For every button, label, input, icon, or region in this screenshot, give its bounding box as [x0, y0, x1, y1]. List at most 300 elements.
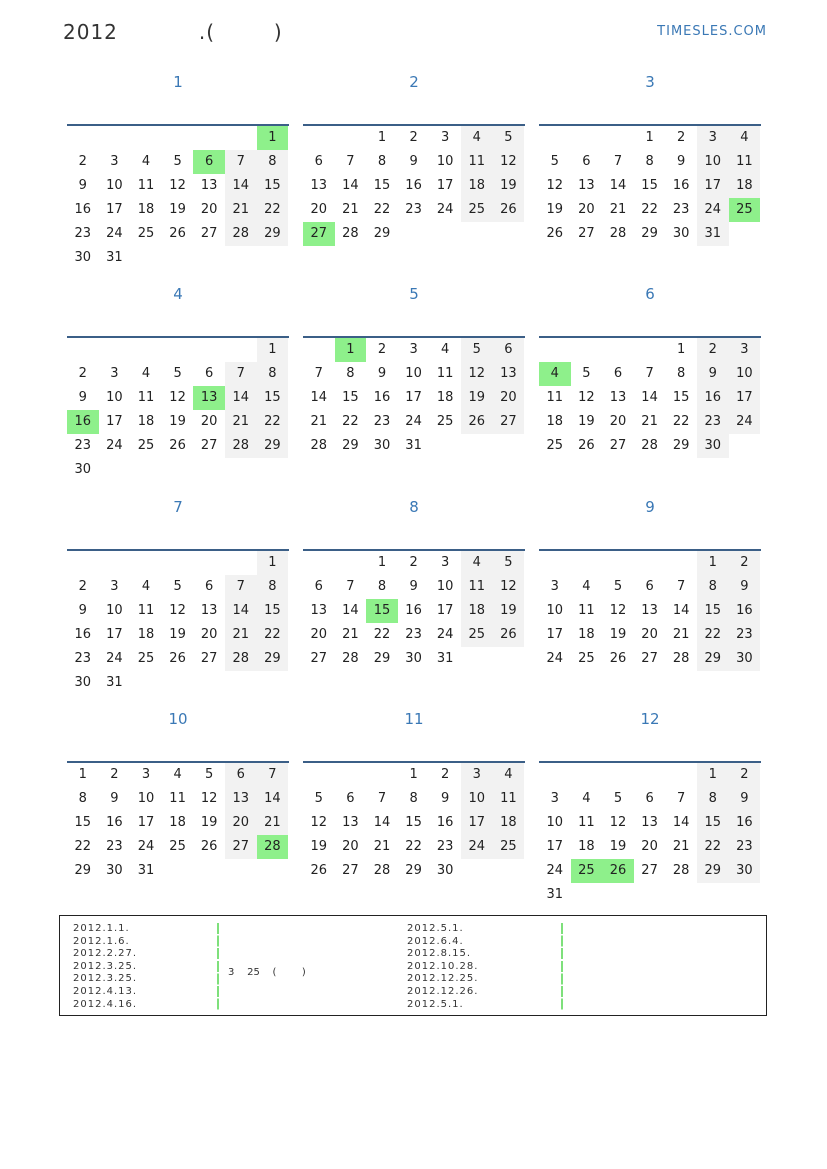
day-cell[interactable]: 15: [257, 386, 289, 410]
day-cell[interactable]: 5: [173, 366, 182, 381]
day-cell[interactable]: 13: [578, 178, 595, 193]
day-cell[interactable]: 18: [578, 627, 595, 642]
day-cell[interactable]: 12: [609, 603, 627, 618]
day-cell[interactable]: 26: [602, 859, 634, 883]
day-cell[interactable]: 8: [346, 366, 355, 381]
day-cell[interactable]: 29: [672, 438, 690, 453]
day-cell[interactable]: 2: [377, 342, 387, 357]
day-cell[interactable]: 9: [110, 791, 119, 806]
day-cell[interactable]: 15: [373, 178, 391, 193]
day-cell[interactable]: 11: [137, 178, 155, 193]
day-cell[interactable]: 6: [225, 763, 257, 787]
day-cell[interactable]: 30: [436, 863, 454, 878]
day-cell[interactable]: 4: [582, 791, 591, 806]
day-cell[interactable]: 27: [200, 438, 218, 453]
day-cell[interactable]: 22: [697, 835, 729, 859]
day-cell[interactable]: 11: [578, 603, 595, 618]
day-cell[interactable]: 31: [546, 887, 564, 902]
day-cell[interactable]: 2: [677, 130, 686, 145]
day-cell[interactable]: 3: [110, 366, 119, 381]
day-cell[interactable]: 24: [546, 651, 564, 666]
day-cell[interactable]: 25: [493, 835, 525, 859]
day-cell[interactable]: 1: [377, 130, 387, 145]
day-cell[interactable]: 19: [578, 414, 595, 429]
day-cell[interactable]: 3: [110, 579, 119, 594]
day-cell[interactable]: 5: [205, 767, 214, 782]
day-cell[interactable]: 17: [106, 414, 123, 429]
day-cell[interactable]: 2: [697, 338, 729, 362]
day-cell[interactable]: 21: [641, 414, 658, 429]
day-cell[interactable]: 26: [169, 226, 186, 241]
day-cell[interactable]: 8: [377, 579, 387, 594]
day-cell[interactable]: 14: [672, 815, 690, 830]
day-cell[interactable]: 6: [193, 150, 225, 174]
day-cell[interactable]: 21: [310, 414, 328, 429]
day-cell[interactable]: 2: [441, 767, 450, 782]
day-cell[interactable]: 2: [78, 579, 87, 594]
day-cell[interactable]: 1: [78, 767, 87, 782]
day-cell[interactable]: 26: [493, 623, 525, 647]
day-cell[interactable]: 28: [225, 222, 257, 246]
day-cell[interactable]: 10: [461, 787, 493, 811]
day-cell[interactable]: 8: [78, 791, 87, 806]
day-cell[interactable]: 1: [335, 338, 367, 362]
day-cell[interactable]: 12: [609, 815, 627, 830]
day-cell[interactable]: 7: [225, 575, 257, 599]
day-cell[interactable]: 9: [441, 791, 450, 806]
day-cell[interactable]: 11: [137, 603, 155, 618]
day-cell[interactable]: 16: [697, 386, 729, 410]
day-cell[interactable]: 16: [436, 815, 454, 830]
day-cell[interactable]: 10: [106, 178, 123, 193]
day-cell[interactable]: 17: [729, 386, 761, 410]
day-cell[interactable]: 5: [582, 366, 591, 381]
day-cell[interactable]: 22: [257, 410, 289, 434]
day-cell[interactable]: 22: [373, 202, 391, 217]
day-cell[interactable]: 24: [106, 438, 123, 453]
day-cell[interactable]: 6: [314, 154, 323, 169]
day-cell[interactable]: 13: [310, 178, 328, 193]
day-cell[interactable]: 28: [257, 835, 289, 859]
day-cell[interactable]: 4: [141, 154, 151, 169]
day-cell[interactable]: 7: [225, 150, 257, 174]
day-cell[interactable]: 22: [257, 623, 289, 647]
day-cell[interactable]: 15: [257, 599, 289, 623]
day-cell[interactable]: 3: [441, 555, 450, 570]
day-cell[interactable]: 6: [205, 366, 214, 381]
day-cell[interactable]: 21: [225, 623, 257, 647]
day-cell[interactable]: 4: [582, 579, 591, 594]
day-cell[interactable]: 3: [409, 342, 418, 357]
day-cell[interactable]: 25: [137, 438, 155, 453]
day-cell[interactable]: 23: [405, 627, 422, 642]
day-cell[interactable]: 5: [314, 791, 323, 806]
day-cell[interactable]: 26: [200, 839, 218, 854]
day-cell[interactable]: 19: [609, 627, 627, 642]
day-cell[interactable]: 11: [546, 390, 564, 405]
day-cell[interactable]: 27: [493, 410, 525, 434]
day-cell[interactable]: 28: [225, 647, 257, 671]
day-cell[interactable]: 11: [169, 791, 186, 806]
day-cell[interactable]: 9: [729, 787, 761, 811]
day-cell[interactable]: 29: [697, 859, 729, 883]
day-cell[interactable]: 17: [137, 815, 155, 830]
day-cell[interactable]: 26: [169, 651, 186, 666]
day-cell[interactable]: 19: [169, 414, 186, 429]
day-cell[interactable]: 23: [373, 414, 391, 429]
day-cell[interactable]: 7: [377, 791, 387, 806]
day-cell[interactable]: 8: [697, 787, 729, 811]
day-cell[interactable]: 21: [342, 627, 359, 642]
day-cell[interactable]: 6: [493, 338, 525, 362]
day-cell[interactable]: 16: [106, 815, 123, 830]
day-cell[interactable]: 8: [257, 362, 289, 386]
day-cell[interactable]: 10: [546, 815, 564, 830]
day-cell[interactable]: 29: [74, 863, 92, 878]
day-cell[interactable]: 10: [106, 603, 123, 618]
day-cell[interactable]: 6: [613, 366, 623, 381]
day-cell[interactable]: 20: [578, 202, 595, 217]
day-cell[interactable]: 7: [677, 791, 686, 806]
day-cell[interactable]: 21: [342, 202, 359, 217]
day-cell[interactable]: 13: [200, 603, 218, 618]
day-cell[interactable]: 13: [342, 815, 359, 830]
day-cell[interactable]: 21: [672, 627, 690, 642]
day-cell[interactable]: 8: [377, 154, 387, 169]
day-cell[interactable]: 14: [672, 603, 690, 618]
day-cell[interactable]: 5: [550, 154, 559, 169]
day-cell[interactable]: 8: [409, 791, 418, 806]
day-cell[interactable]: 13: [641, 815, 658, 830]
day-cell[interactable]: 18: [436, 390, 454, 405]
day-cell[interactable]: 21: [672, 839, 690, 854]
day-cell[interactable]: 23: [74, 438, 92, 453]
day-cell[interactable]: 24: [405, 414, 422, 429]
day-cell[interactable]: 14: [225, 386, 257, 410]
day-cell[interactable]: 7: [677, 579, 686, 594]
day-cell[interactable]: 9: [409, 154, 418, 169]
day-cell[interactable]: 15: [697, 599, 729, 623]
day-cell[interactable]: 28: [672, 863, 690, 878]
site-logo[interactable]: TIMESLES.COM: [657, 24, 767, 39]
day-cell[interactable]: 23: [729, 835, 761, 859]
day-cell[interactable]: 15: [366, 599, 398, 623]
day-cell[interactable]: 20: [493, 386, 525, 410]
day-cell[interactable]: 28: [641, 438, 658, 453]
day-cell[interactable]: 29: [373, 226, 391, 241]
day-cell[interactable]: 11: [493, 787, 525, 811]
day-cell[interactable]: 22: [672, 414, 690, 429]
day-cell[interactable]: 22: [257, 198, 289, 222]
day-cell[interactable]: 24: [137, 839, 155, 854]
day-cell[interactable]: 18: [137, 414, 155, 429]
day-cell[interactable]: 25: [578, 651, 595, 666]
day-cell[interactable]: 20: [641, 839, 658, 854]
day-cell[interactable]: 7: [314, 366, 323, 381]
day-cell[interactable]: 23: [106, 839, 123, 854]
day-cell[interactable]: 26: [493, 198, 525, 222]
day-cell[interactable]: 1: [257, 338, 289, 362]
day-cell[interactable]: 20: [609, 414, 627, 429]
day-cell[interactable]: 19: [200, 815, 218, 830]
day-cell[interactable]: 27: [641, 863, 658, 878]
day-cell[interactable]: 16: [405, 178, 422, 193]
day-cell[interactable]: 7: [346, 579, 355, 594]
day-cell[interactable]: 10: [729, 362, 761, 386]
day-cell[interactable]: 29: [641, 226, 658, 241]
day-cell[interactable]: 13: [493, 362, 525, 386]
day-cell[interactable]: 12: [578, 390, 595, 405]
day-cell[interactable]: 4: [493, 763, 525, 787]
day-cell[interactable]: 9: [677, 154, 686, 169]
day-cell[interactable]: 27: [200, 651, 218, 666]
day-cell[interactable]: 18: [137, 202, 155, 217]
day-cell[interactable]: 25: [571, 859, 603, 883]
day-cell[interactable]: 20: [200, 414, 218, 429]
day-cell[interactable]: 15: [74, 815, 92, 830]
day-cell[interactable]: 22: [697, 623, 729, 647]
day-cell[interactable]: 18: [578, 839, 595, 854]
day-cell[interactable]: 6: [645, 579, 654, 594]
day-cell[interactable]: 28: [310, 438, 328, 453]
day-cell[interactable]: 18: [546, 414, 564, 429]
day-cell[interactable]: 6: [314, 579, 323, 594]
day-cell[interactable]: 16: [74, 627, 92, 642]
day-cell[interactable]: 25: [546, 438, 564, 453]
day-cell[interactable]: 13: [310, 603, 328, 618]
day-cell[interactable]: 31: [106, 250, 123, 265]
day-cell[interactable]: 4: [141, 579, 151, 594]
day-cell[interactable]: 1: [257, 551, 289, 575]
day-cell[interactable]: 17: [546, 839, 564, 854]
day-cell[interactable]: 11: [137, 390, 155, 405]
day-cell[interactable]: 3: [550, 579, 559, 594]
day-cell[interactable]: 20: [225, 811, 257, 835]
day-cell[interactable]: 10: [106, 390, 123, 405]
day-cell[interactable]: 2: [78, 154, 87, 169]
day-cell[interactable]: 14: [225, 599, 257, 623]
day-cell[interactable]: 3: [441, 130, 450, 145]
day-cell[interactable]: 7: [257, 763, 289, 787]
day-cell[interactable]: 14: [310, 390, 328, 405]
day-cell[interactable]: 28: [342, 226, 359, 241]
day-cell[interactable]: 15: [257, 174, 289, 198]
day-cell[interactable]: 12: [493, 575, 525, 599]
day-cell[interactable]: 30: [74, 462, 92, 477]
day-cell[interactable]: 10: [546, 603, 564, 618]
day-cell[interactable]: 5: [493, 551, 525, 575]
day-cell[interactable]: 16: [67, 410, 99, 434]
day-cell[interactable]: 12: [546, 178, 564, 193]
day-cell[interactable]: 24: [546, 863, 564, 878]
day-cell[interactable]: 6: [645, 791, 654, 806]
day-cell[interactable]: 6: [205, 579, 214, 594]
day-cell[interactable]: 5: [173, 579, 182, 594]
day-cell[interactable]: 9: [377, 366, 387, 381]
day-cell[interactable]: 14: [225, 174, 257, 198]
day-cell[interactable]: 23: [74, 226, 92, 241]
day-cell[interactable]: 22: [74, 839, 92, 854]
day-cell[interactable]: 9: [729, 575, 761, 599]
day-cell[interactable]: 27: [310, 651, 328, 666]
day-cell[interactable]: 10: [405, 366, 422, 381]
day-cell[interactable]: 12: [169, 390, 186, 405]
day-cell[interactable]: 25: [137, 226, 155, 241]
day-cell[interactable]: 3: [110, 154, 119, 169]
day-cell[interactable]: 13: [193, 386, 225, 410]
day-cell[interactable]: 4: [441, 342, 450, 357]
day-cell[interactable]: 16: [373, 390, 391, 405]
day-cell[interactable]: 17: [106, 202, 123, 217]
day-cell[interactable]: 4: [461, 551, 493, 575]
day-cell[interactable]: 19: [461, 386, 493, 410]
day-cell[interactable]: 6: [346, 791, 355, 806]
day-cell[interactable]: 18: [461, 599, 493, 623]
day-cell[interactable]: 14: [641, 390, 658, 405]
day-cell[interactable]: 15: [405, 815, 422, 830]
day-cell[interactable]: 17: [546, 627, 564, 642]
day-cell[interactable]: 29: [257, 647, 289, 671]
day-cell[interactable]: 28: [609, 226, 627, 241]
day-cell[interactable]: 27: [303, 222, 335, 246]
day-cell[interactable]: 19: [169, 202, 186, 217]
day-cell[interactable]: 17: [461, 811, 493, 835]
day-cell[interactable]: 28: [672, 651, 690, 666]
day-cell[interactable]: 5: [173, 154, 182, 169]
day-cell[interactable]: 27: [578, 226, 595, 241]
day-cell[interactable]: 20: [200, 627, 218, 642]
day-cell[interactable]: 9: [78, 178, 87, 193]
day-cell[interactable]: 5: [613, 791, 623, 806]
day-cell[interactable]: 13: [641, 603, 658, 618]
day-cell[interactable]: 7: [613, 154, 623, 169]
day-cell[interactable]: 22: [373, 627, 391, 642]
day-cell[interactable]: 12: [169, 603, 186, 618]
day-cell[interactable]: 31: [137, 863, 155, 878]
day-cell[interactable]: 20: [310, 202, 328, 217]
day-cell[interactable]: 17: [697, 174, 729, 198]
day-cell[interactable]: 25: [137, 651, 155, 666]
day-cell[interactable]: 3: [461, 763, 493, 787]
day-cell[interactable]: 29: [257, 434, 289, 458]
day-cell[interactable]: 12: [461, 362, 493, 386]
day-cell[interactable]: 22: [405, 839, 422, 854]
day-cell[interactable]: 24: [461, 835, 493, 859]
day-cell[interactable]: 24: [106, 226, 123, 241]
day-cell[interactable]: 29: [342, 438, 359, 453]
day-cell[interactable]: 18: [169, 815, 186, 830]
day-cell[interactable]: 19: [310, 839, 328, 854]
day-cell[interactable]: 4: [539, 362, 571, 386]
day-cell[interactable]: 30: [672, 226, 690, 241]
day-cell[interactable]: 31: [436, 651, 454, 666]
day-cell[interactable]: 28: [373, 863, 391, 878]
day-cell[interactable]: 15: [641, 178, 658, 193]
day-cell[interactable]: 11: [436, 366, 454, 381]
day-cell[interactable]: 3: [729, 338, 761, 362]
day-cell[interactable]: 18: [137, 627, 155, 642]
day-cell[interactable]: 30: [729, 647, 761, 671]
day-cell[interactable]: 14: [342, 603, 359, 618]
day-cell[interactable]: 26: [461, 410, 493, 434]
day-cell[interactable]: 3: [697, 126, 729, 150]
day-cell[interactable]: 6: [582, 154, 591, 169]
day-cell[interactable]: 1: [377, 555, 387, 570]
day-cell[interactable]: 30: [729, 859, 761, 883]
day-cell[interactable]: 17: [436, 178, 454, 193]
day-cell[interactable]: 18: [461, 174, 493, 198]
day-cell[interactable]: 28: [225, 434, 257, 458]
day-cell[interactable]: 22: [641, 202, 658, 217]
day-cell[interactable]: 21: [225, 198, 257, 222]
day-cell[interactable]: 11: [729, 150, 761, 174]
day-cell[interactable]: 27: [225, 835, 257, 859]
day-cell[interactable]: 5: [493, 126, 525, 150]
day-cell[interactable]: 24: [729, 410, 761, 434]
day-cell[interactable]: 15: [672, 390, 690, 405]
day-cell[interactable]: 17: [106, 627, 123, 642]
day-cell[interactable]: 31: [106, 675, 123, 690]
day-cell[interactable]: 14: [257, 787, 289, 811]
day-cell[interactable]: 2: [78, 366, 87, 381]
day-cell[interactable]: 19: [493, 599, 525, 623]
day-cell[interactable]: 29: [257, 222, 289, 246]
day-cell[interactable]: 24: [697, 198, 729, 222]
day-cell[interactable]: 21: [257, 811, 289, 835]
day-cell[interactable]: 5: [461, 338, 493, 362]
day-cell[interactable]: 5: [613, 579, 623, 594]
day-cell[interactable]: 10: [436, 579, 454, 594]
day-cell[interactable]: 30: [74, 250, 92, 265]
day-cell[interactable]: 9: [409, 579, 418, 594]
day-cell[interactable]: 28: [342, 651, 359, 666]
day-cell[interactable]: 23: [672, 202, 690, 217]
day-cell[interactable]: 1: [645, 130, 654, 145]
day-cell[interactable]: 21: [225, 410, 257, 434]
day-cell[interactable]: 7: [225, 362, 257, 386]
day-cell[interactable]: 2: [729, 763, 761, 787]
day-cell[interactable]: 31: [405, 438, 422, 453]
day-cell[interactable]: 8: [257, 575, 289, 599]
day-cell[interactable]: 30: [405, 651, 422, 666]
day-cell[interactable]: 2: [409, 555, 418, 570]
day-cell[interactable]: 27: [342, 863, 359, 878]
day-cell[interactable]: 21: [609, 202, 627, 217]
day-cell[interactable]: 23: [405, 202, 422, 217]
day-cell[interactable]: 26: [169, 438, 186, 453]
day-cell[interactable]: 7: [645, 366, 654, 381]
day-cell[interactable]: 1: [409, 767, 418, 782]
day-cell[interactable]: 29: [405, 863, 422, 878]
day-cell[interactable]: 19: [609, 839, 627, 854]
day-cell[interactable]: 31: [697, 222, 729, 246]
day-cell[interactable]: 30: [74, 675, 92, 690]
day-cell[interactable]: 1: [697, 763, 729, 787]
day-cell[interactable]: 19: [546, 202, 564, 217]
day-cell[interactable]: 10: [697, 150, 729, 174]
day-cell[interactable]: 27: [641, 651, 658, 666]
day-cell[interactable]: 8: [257, 150, 289, 174]
day-cell[interactable]: 15: [342, 390, 359, 405]
day-cell[interactable]: 2: [409, 130, 418, 145]
day-cell[interactable]: 23: [436, 839, 454, 854]
day-cell[interactable]: 3: [550, 791, 559, 806]
day-cell[interactable]: 3: [141, 767, 151, 782]
day-cell[interactable]: 2: [729, 551, 761, 575]
day-cell[interactable]: 17: [405, 390, 422, 405]
day-cell[interactable]: 19: [493, 174, 525, 198]
day-cell[interactable]: 11: [461, 575, 493, 599]
